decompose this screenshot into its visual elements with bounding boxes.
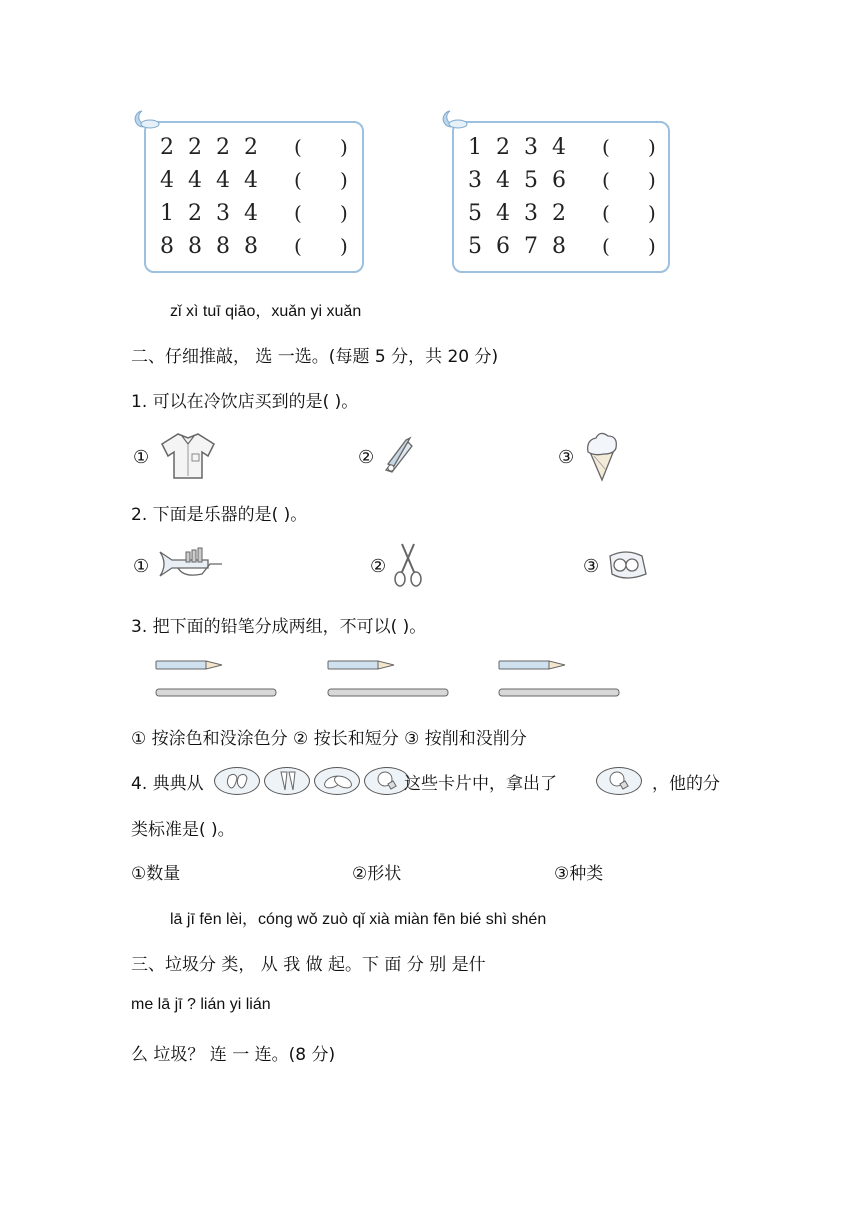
grid-number: 4 (496, 201, 510, 226)
pencil-short-colored-2 (328, 661, 394, 669)
answer-parentheses[interactable]: ( ) (294, 135, 348, 159)
grid-number: 2 (552, 201, 566, 226)
grid-number: 8 (188, 234, 202, 259)
grid-row (144, 234, 360, 266)
question-1: 1. 可以在冷饮店买到的是( )。 (131, 392, 359, 412)
grid-row (452, 234, 666, 266)
grid-number: 8 (244, 234, 258, 259)
q4-option-3: ③种类 (554, 864, 604, 884)
section3-pinyin-2: me lā jī ? lián yi lián (131, 996, 271, 1013)
section3-line-2: 么 垃圾？ 连 一 连。(8 分) (131, 1045, 336, 1065)
question-4-line2: 类标准是( )。 (131, 820, 235, 840)
answer-parentheses[interactable]: ( ) (294, 168, 348, 192)
picked-light-bulb-card-icon (596, 767, 642, 795)
grid-number: 4 (244, 201, 258, 226)
section3-pinyin-1: lā jī fēn lèi，cónɡ wǒ zuò qǐ xià miàn fēn bié shì shén (170, 911, 547, 928)
section2-pinyin: zǐ xì tuī qiāo，xuǎn yi xuǎn (170, 303, 362, 320)
grid-number: 2 (496, 135, 510, 160)
tape-icon (606, 546, 648, 582)
grid-number: 3 (468, 168, 482, 193)
grid-number: 1 (160, 201, 174, 226)
question-3: 3. 把下面的铅笔分成两组，不可以( )。 (131, 617, 427, 637)
grid-number: 4 (160, 168, 174, 193)
grid-number: 4 (244, 168, 258, 193)
pencil-short-colored-1 (156, 661, 222, 669)
grid-number: 7 (524, 234, 538, 259)
trumpet-icon (158, 544, 224, 584)
grid-number: 3 (524, 201, 538, 226)
answer-parentheses[interactable]: ( ) (602, 168, 656, 192)
grid-row (452, 168, 666, 200)
shirt-icon (158, 430, 218, 482)
grid-row (144, 135, 360, 167)
q2-option-3-number: ③ (583, 556, 600, 577)
pencil-long-2 (328, 689, 448, 696)
grid-number: 8 (552, 234, 566, 259)
carrot-card-icon (264, 767, 310, 795)
scissors-icon (392, 542, 424, 588)
grid-number: 5 (468, 201, 482, 226)
grid-number: 4 (216, 168, 230, 193)
grid-number: 5 (468, 234, 482, 259)
grid-row (452, 135, 666, 167)
question-3-answers: ① 按涂色和没涂色分 ② 按长和短分 ③ 按削和没削分 (131, 729, 527, 749)
grid-right-rows (452, 121, 666, 269)
grid-number: 2 (160, 135, 174, 160)
question-4-start: 4. 典典从 (131, 774, 204, 794)
pencil-short-colored-3 (499, 661, 565, 669)
question-2: 2. 下面是乐器的是( )。 (131, 505, 308, 525)
nail-clipper-icon (382, 436, 416, 474)
section3-line-1: 三、垃圾分 类， 从 我 做 起。下 面 分 别 是什 (131, 955, 486, 975)
q1-option-1-number: ① (133, 447, 150, 468)
q1-option-3-number: ③ (558, 447, 575, 468)
q1-option-2-number: ② (358, 447, 375, 468)
answer-parentheses[interactable]: ( ) (294, 234, 348, 258)
pencil-long-3 (499, 689, 619, 696)
grid-number: 6 (552, 168, 566, 193)
grid-number: 2 (188, 135, 202, 160)
section2-title: 二、仔细推敲， 选 一选。(每题 5 分，共 20 分) (131, 347, 499, 367)
eggplant-card-icon (314, 767, 360, 795)
answer-parentheses[interactable]: ( ) (602, 234, 656, 258)
grid-number: 8 (216, 234, 230, 259)
grid-number: 3 (524, 135, 538, 160)
ice-cream-icon (584, 430, 620, 482)
grid-number: 3 (216, 201, 230, 226)
grid-row (144, 168, 360, 200)
question-4-end: ，他的分 (652, 774, 720, 794)
pencil-long-1 (156, 689, 276, 696)
grid-number: 1 (468, 135, 482, 160)
grid-number: 2 (244, 135, 258, 160)
grid-number: 4 (188, 168, 202, 193)
grid-number: 4 (552, 135, 566, 160)
grid-row (452, 201, 666, 233)
q2-option-1-number: ① (133, 556, 150, 577)
answer-parentheses[interactable]: ( ) (602, 135, 656, 159)
grid-number: 4 (496, 168, 510, 193)
strawberry-card-icon (214, 767, 260, 795)
q4-option-2: ②形状 (352, 864, 402, 884)
grid-number: 5 (524, 168, 538, 193)
grid-number: 6 (496, 234, 510, 259)
q2-option-2-number: ② (370, 556, 387, 577)
question-4-middle: 这些卡片中，拿出了 (404, 774, 557, 794)
answer-parentheses[interactable]: ( ) (294, 201, 348, 225)
pencils-row (150, 655, 630, 701)
q4-option-1: ①数量 (131, 864, 181, 884)
grid-number: 2 (188, 201, 202, 226)
grid-row (144, 201, 360, 233)
grid-left-rows (144, 121, 360, 269)
answer-parentheses[interactable]: ( ) (602, 201, 656, 225)
grid-number: 2 (216, 135, 230, 160)
grid-number: 8 (160, 234, 174, 259)
